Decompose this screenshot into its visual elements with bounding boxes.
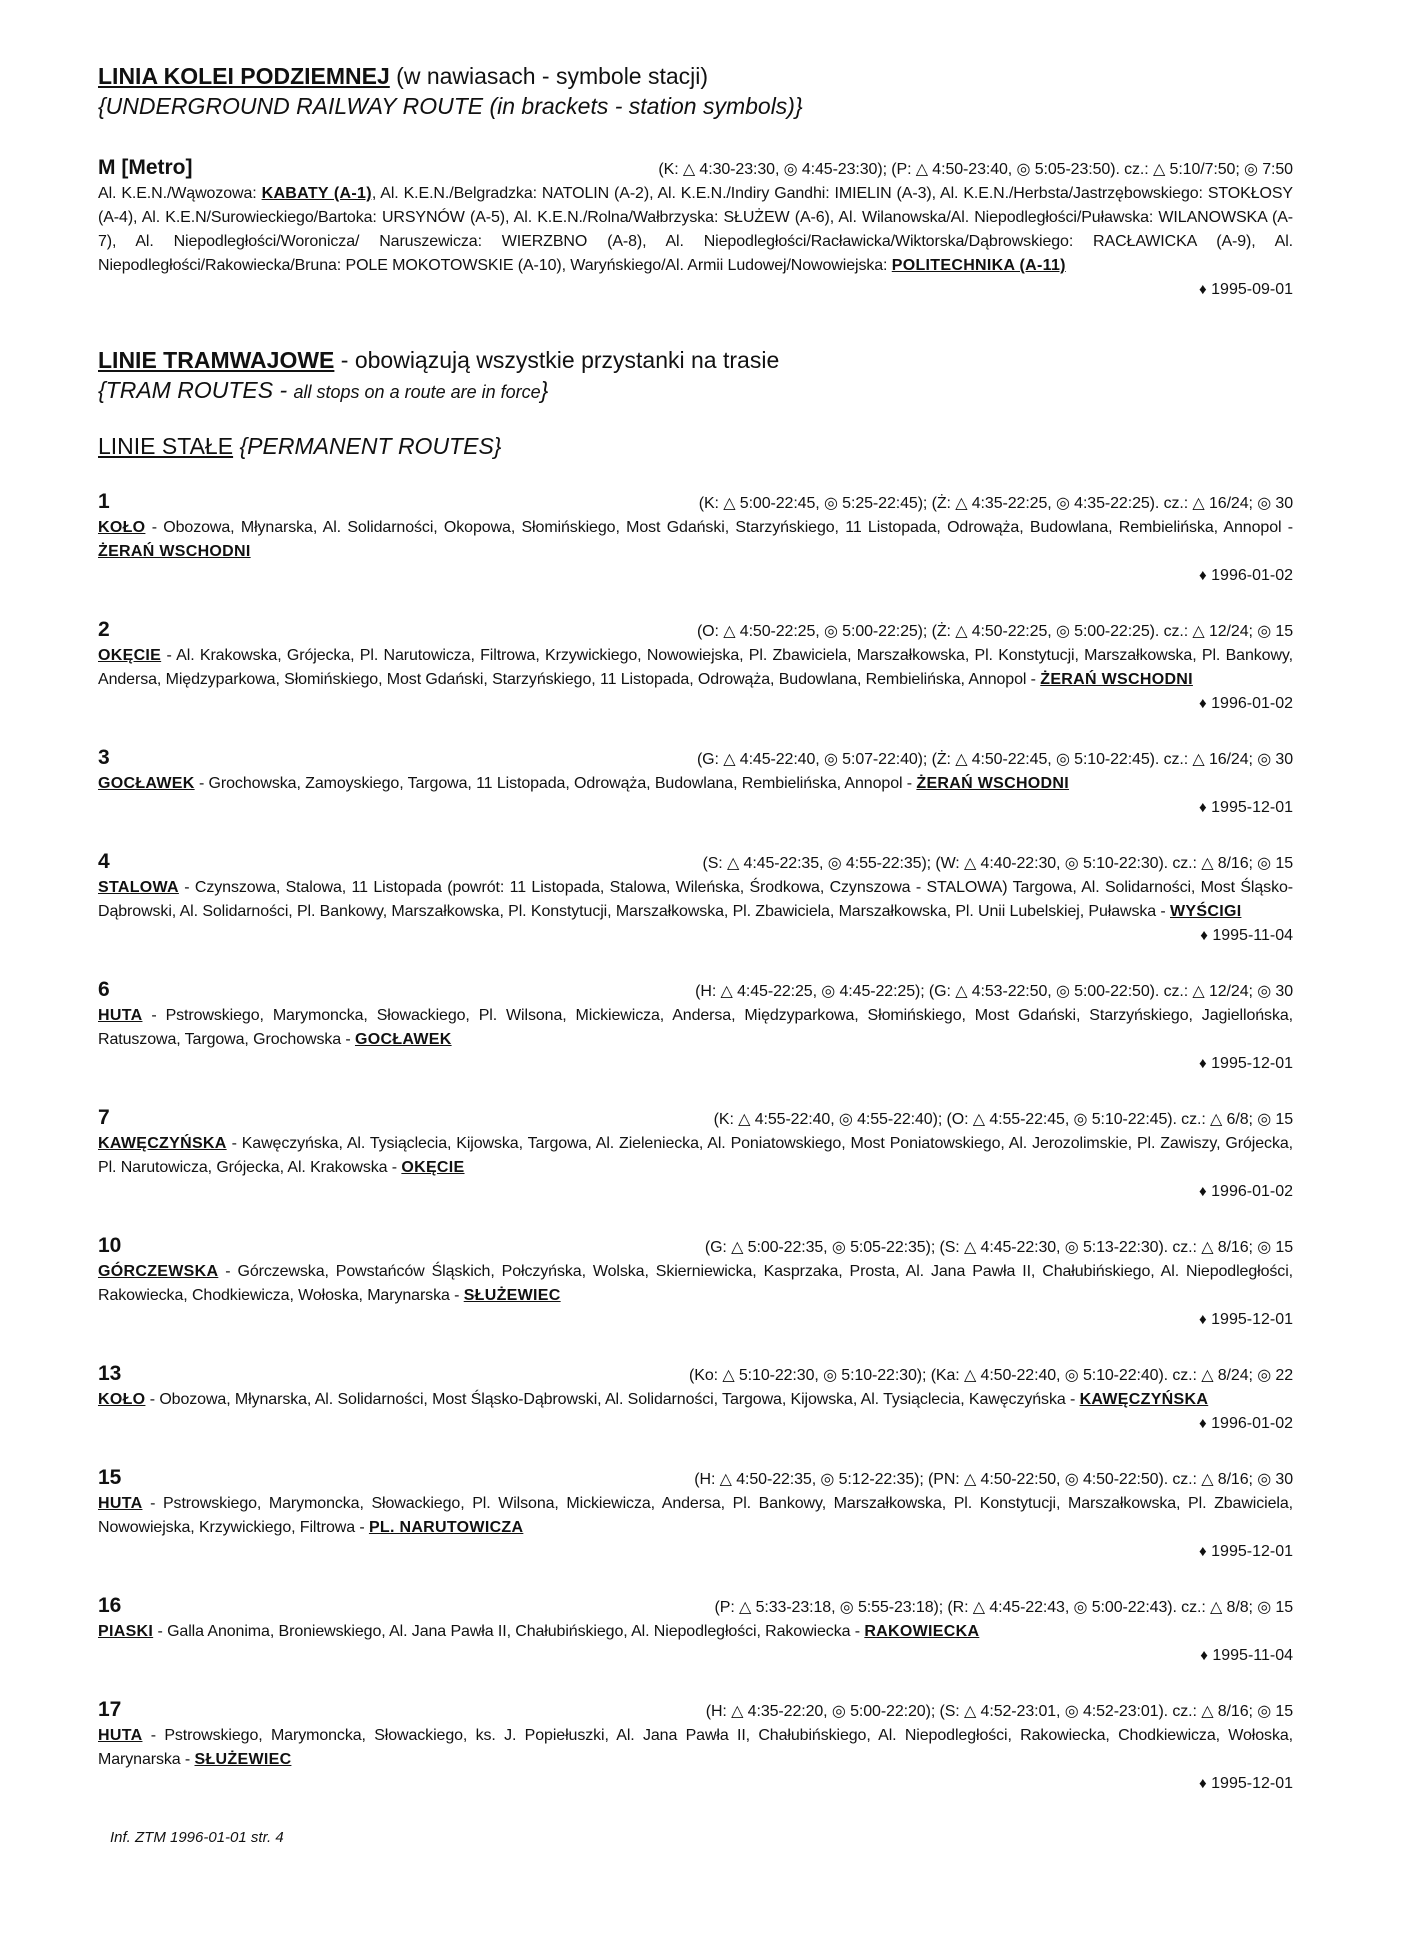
- diamond-icon: ♦: [1199, 1055, 1207, 1072]
- route-start-terminal: KOŁO: [98, 519, 146, 536]
- diamond-icon: ♦: [1199, 1415, 1207, 1432]
- route-stops: , Al. K.E.N./Belgradzka: NATOLIN (A-2), Al. K.E.N./Indiry Gandhi: IMIELIN (A-3), Al. K.E.N./Herbsta/Jastrzębowskiego: STOKŁOSY (A-4), Al. K.E.N/Surowieckiego/Bartoka: URSYNÓW (A-5), Al. K.E.N./Rolna/Wałbrzyska: SŁUŻEW (A-6), Al. Wilanowska/Al. Niepodległości/Puławska: WILANOWSKA (A-7), Al. Niepodległości/Woroniczа/ Naruszewicza: WIERZBNO (A-8), Al. Niepodległości/Racławicka/Wiktorska/Dąbrowskiego: RACŁAWICKA (A-9), Al. Niepodległości/Rakowiecka/Bruna: POLE MOKOTOWSKIE (A-10), Waryńskiego/Al. Armii Ludowej/Nowowiejska:: [98, 185, 1293, 274]
- route-date: [1199, 1412, 1293, 1436]
- route-number: 4: [98, 850, 110, 873]
- route-date: [1199, 564, 1293, 588]
- route-schedule: (H: △ 4:45-22:25, ◎ 4:45-22:25); (G: △ 4:53-22:50, ◎ 5:00-22:50). cz.: △ 12/24; ◎ 30: [695, 983, 1293, 1000]
- tram-route-entry: [98, 1698, 1293, 1796]
- route-number: 16: [98, 1594, 122, 1617]
- diamond-icon: ♦: [1199, 1311, 1207, 1328]
- page-footer: Inf. ZTM 1996-01-01 str. 4: [110, 1829, 284, 1846]
- route-start-terminal: HUTA: [98, 1727, 143, 1744]
- page: [98, 62, 1293, 1796]
- diamond-icon: ♦: [1199, 1775, 1207, 1792]
- route-date-value: 1996-01-02: [1211, 567, 1293, 584]
- route-stops: - Al. Krakowska, Grójecka, Pl. Narutowicza, Filtrowa, Krzywickiego, Nowowiejska, Pl. Zbawiciela, Marszałkowska, Pl. Konstytucji, Marszałkowska, Pl. Bankowy, Andersa, Międzyparkowa, Słomińskiego, Most Gdański, Starzyńskiego, 11 Listopada, Odrowąża, Budowlana, Rembielińska, Annopol -: [98, 647, 1293, 688]
- route-stops: - Pstrowskiego, Marymoncka, Słowackiego, Pl. Wilsona, Mickiewicza, Andersa, Międzyparkowa, Słomińskiego, Most Gdański, Starzyńskiego, Jagiellońska, Ratuszowa, Targowa, Grochowska -: [98, 1007, 1293, 1048]
- route-date: [1199, 1540, 1293, 1564]
- route-end-terminal: SŁUŻEWIEC: [194, 1751, 292, 1768]
- route-start-terminal: KABATY (A-1): [261, 185, 372, 202]
- route-start-terminal: HUTA: [98, 1495, 143, 1512]
- route-stops: - Pstrowskiego, Marymoncka, Słowackiego, ks. J. Popiełuszki, Al. Jana Pawła II, Chałubińskiego, Al. Niepodległości, Rakowiecka, Chodkiewicza, Wołoska, Marynarska -: [98, 1727, 1293, 1768]
- route-end-terminal: SŁUŻEWIEC: [463, 1287, 561, 1304]
- tram-title-rest: - obowiązują wszystkie przystanki na trasie: [334, 347, 780, 373]
- permanent-routes-label: LINIE STAŁE: [98, 433, 234, 459]
- metro-route-entry: [98, 156, 1293, 302]
- diamond-icon: ♦: [1199, 695, 1207, 712]
- diamond-icon: ♦: [1199, 1183, 1207, 1200]
- route-date: [1199, 278, 1293, 302]
- tram-subtitle-a: {TRAM ROUTES -: [98, 377, 294, 403]
- route-date-value: 1996-01-02: [1211, 1183, 1293, 1200]
- tram-section-title: [98, 346, 1293, 374]
- tram-route-entry: [98, 1106, 1293, 1204]
- route-end-terminal: RAKOWIECKA: [864, 1623, 980, 1640]
- route-end-terminal: POLITECHNIKA (A-11): [891, 257, 1066, 274]
- tram-subtitle-b: all stops on a route are in force: [293, 382, 541, 402]
- route-start-terminal: KAWĘCZYŃSKA: [98, 1135, 227, 1152]
- route-stops: - Obozowa, Młynarska, Al. Solidarności, Okopowa, Słomińskiego, Most Gdański, Starzyńskiego, 11 Listopada, Odrowąża, Budowlana, Rembielińska, Annopol -: [145, 519, 1293, 536]
- route-stops: - Czynszowa, Stalowa, 11 Listopada (powrót: 11 Listopada, Stalowa, Wileńska, Środkowa, Czynszowa - STALOWA) Targowa, Al. Solidarności, Most Śląsko-Dąbrowski, Al. Solidarności, Pl. Bankowy, Marszałkowska, Pl. Konstytucji, Marszałkowska, Pl. Zbawiciela, Marszałkowska, Pl. Unii Lubelskiej, Puławska -: [98, 879, 1293, 920]
- route-number: 7: [98, 1106, 110, 1129]
- route-number: 6: [98, 978, 110, 1001]
- route-date: [1200, 924, 1293, 948]
- route-stops: - Kawęczyńska, Al. Tysiąclecia, Kijowska, Targowa, Al. Zieleniecka, Al. Poniatowskiego, Most Poniatowskiego, Al. Jerozolimskie, Pl. Zawiszy, Grójecka, Pl. Narutowicza, Grójecka, Al. Krakowska -: [98, 1135, 1293, 1176]
- route-number: 3: [98, 746, 110, 769]
- route-date-value: 1996-01-02: [1211, 695, 1293, 712]
- route-date-value: 1996-01-02: [1211, 1415, 1293, 1432]
- route-stops: - Górczewska, Powstańców Śląskich, Połczyńska, Wolska, Skierniewicka, Kasprzaka, Prosta, Al. Jana Pawła II, Chałubińskiego, Al. Niepodległości, Rakowiecka, Chodkiewicza, Wołoska, Marynarska -: [98, 1263, 1293, 1304]
- route-description: [98, 1388, 1293, 1412]
- tram-route-entry: [98, 1362, 1293, 1436]
- route-start-terminal: STALOWA: [98, 879, 179, 896]
- route-description: [98, 1132, 1293, 1180]
- route-schedule: (H: △ 4:50-22:35, ◎ 5:12-22:35); (PN: △ 4:50-22:50, ◎ 4:50-22:50). cz.: △ 8/16; ◎ 30: [694, 1471, 1293, 1488]
- tram-route-entry: [98, 850, 1293, 948]
- tram-route-entry: [98, 746, 1293, 820]
- route-start-terminal: KOŁO: [98, 1391, 146, 1408]
- route-description: [98, 644, 1293, 692]
- route-description: [98, 1260, 1293, 1308]
- route-description: [98, 1620, 1293, 1644]
- route-schedule: (S: △ 4:45-22:35, ◎ 4:55-22:35); (W: △ 4:40-22:30, ◎ 5:10-22:30). cz.: △ 8/16; ◎ 15: [702, 855, 1293, 872]
- diamond-icon: ♦: [1199, 567, 1207, 584]
- route-number: 13: [98, 1362, 122, 1385]
- route-date-value: 1995-12-01: [1211, 1543, 1293, 1560]
- tram-route-entry: [98, 618, 1293, 716]
- tram-route-entry: [98, 1466, 1293, 1564]
- route-schedule: (Ko: △ 5:10-22:30, ◎ 5:10-22:30); (Ka: △ 4:50-22:40, ◎ 5:10-22:40). cz.: △ 8/24; ◎ 22: [689, 1367, 1293, 1384]
- route-date: [1199, 692, 1293, 716]
- route-date-value: 1995-11-04: [1212, 927, 1293, 944]
- tram-route-entry: [98, 1234, 1293, 1332]
- route-end-terminal: PL. NARUTOWICZA: [368, 1519, 524, 1536]
- route-stops: - Pstrowskiego, Marymoncka, Słowackiego, Pl. Wilsona, Mickiewicza, Andersa, Pl. Bankowy, Marszałkowska, Pl. Konstytucji, Marszałkowska, Pl. Zbawiciela, Nowowiejska, Krzywickiego, Filtrowa -: [98, 1495, 1293, 1536]
- route-stops: - Obozowa, Młynarska, Al. Solidarności, Most Śląsko-Dąbrowski, Al. Solidarności, Targowa, Kijowska, Al. Tysiąclecia, Kawęczyńska -: [145, 1391, 1080, 1408]
- route-start-terminal: OKĘCIE: [98, 647, 162, 664]
- tram-route-entry: [98, 978, 1293, 1076]
- route-description: [98, 516, 1293, 564]
- route-start-terminal: HUTA: [98, 1007, 143, 1024]
- route-date: [1199, 1308, 1293, 1332]
- tram-subtitle-c: }: [540, 377, 549, 403]
- route-number: 10: [98, 1234, 122, 1257]
- route-date-value: 1995-09-01: [1211, 281, 1293, 298]
- route-date-value: 1995-11-04: [1212, 1647, 1293, 1664]
- route-end-terminal: ŻERAŃ WSCHODNI: [916, 775, 1070, 792]
- route-date-value: 1995-12-01: [1211, 1055, 1293, 1072]
- tram-route-entry: [98, 490, 1293, 588]
- route-description: [98, 1724, 1293, 1772]
- metro-section-title: [98, 62, 1293, 90]
- route-prefix: Al. K.E.N./Wąwozowa:: [98, 185, 262, 202]
- route-number: 1: [98, 490, 110, 513]
- tram-section-subtitle: [98, 376, 1293, 406]
- route-stops: - Galla Anonima, Broniewskiego, Al. Jana Pawła II, Chałubińskiego, Al. Niepodległości, Rakowiecka -: [153, 1623, 865, 1640]
- route-number: 15: [98, 1466, 122, 1489]
- permanent-routes-heading: [98, 432, 1293, 460]
- metro-title-main: LINIA KOLEI PODZIEMNEJ: [98, 63, 390, 89]
- tram-routes-list: [98, 490, 1293, 1796]
- route-date-value: 1995-12-01: [1211, 1311, 1293, 1328]
- route-description: [98, 876, 1293, 924]
- route-end-terminal: KAWĘCZYŃSKA: [1079, 1391, 1209, 1408]
- route-start-terminal: GOCŁAWEK: [98, 775, 195, 792]
- route-start-terminal: GÓRCZEWSKA: [98, 1263, 219, 1280]
- route-schedule: (G: △ 5:00-22:35, ◎ 5:05-22:35); (S: △ 4:45-22:30, ◎ 5:13-22:30). cz.: △ 8/16; ◎ 15: [704, 1239, 1293, 1256]
- route-date-value: 1995-12-01: [1211, 799, 1293, 816]
- diamond-icon: ♦: [1200, 927, 1208, 944]
- route-end-terminal: OKĘCIE: [401, 1159, 465, 1176]
- route-schedule: (P: △ 5:33-23:18, ◎ 5:55-23:18); (R: △ 4:45-22:43, ◎ 5:00-22:43). cz.: △ 8/8; ◎ 15: [714, 1599, 1293, 1616]
- route-start-terminal: PIASKI: [98, 1623, 154, 1640]
- route-schedule: (K: △ 5:00-22:45, ◎ 5:25-22:45); (Ż: △ 4:35-22:25, ◎ 4:35-22:25). cz.: △ 16/24; ◎ 30: [698, 495, 1293, 512]
- route-date: [1199, 1772, 1293, 1796]
- route-description: [98, 182, 1293, 278]
- route-date-value: 1995-12-01: [1211, 1775, 1293, 1792]
- route-number: M [Metro]: [98, 156, 193, 179]
- route-schedule: (H: △ 4:35-22:20, ◎ 5:00-22:20); (S: △ 4:52-23:01, ◎ 4:52-23:01). cz.: △ 8/16; ◎ 15: [705, 1703, 1293, 1720]
- route-description: [98, 772, 1293, 796]
- metro-section-subtitle: {UNDERGROUND RAILWAY ROUTE (in brackets - station symbols)}: [98, 93, 803, 119]
- route-date: [1200, 1644, 1293, 1668]
- route-schedule: (K: △ 4:30-23:30, ◎ 4:45-23:30); (P: △ 4:50-23:40, ◎ 5:05-23:50). cz.: △ 5:10/7:50; ◎ 7:50: [658, 161, 1293, 178]
- metro-title-rest: (w nawiasach - symbole stacji): [389, 63, 709, 89]
- route-description: [98, 1492, 1293, 1540]
- route-end-terminal: ŻERAŃ WSCHODNI: [98, 543, 251, 560]
- diamond-icon: ♦: [1199, 1543, 1207, 1560]
- route-schedule: (K: △ 4:55-22:40, ◎ 4:55-22:40); (O: △ 4:55-22:45, ◎ 5:10-22:45). cz.: △ 6/8; ◎ 15: [713, 1111, 1293, 1128]
- route-stops: - Grochowska, Zamoyskiego, Targowa, 11 Listopada, Odrowąża, Budowlana, Rembielińska, Annopol -: [194, 775, 917, 792]
- tram-title-main: LINIE TRAMWAJOWE: [98, 347, 335, 373]
- route-description: [98, 1004, 1293, 1052]
- route-end-terminal: WYŚCIGI: [1170, 903, 1242, 920]
- route-number: 2: [98, 618, 110, 641]
- diamond-icon: ♦: [1199, 281, 1207, 298]
- route-number: 17: [98, 1698, 122, 1721]
- route-end-terminal: GOCŁAWEK: [354, 1031, 452, 1048]
- diamond-icon: ♦: [1200, 1647, 1208, 1664]
- tram-route-entry: [98, 1594, 1293, 1668]
- route-schedule: (G: △ 4:45-22:40, ◎ 5:07-22:40); (Ż: △ 4:50-22:45, ◎ 5:10-22:45). cz.: △ 16/24; ◎ 30: [696, 751, 1293, 768]
- permanent-routes-english: {PERMANENT ROUTES}: [239, 433, 502, 459]
- diamond-icon: ♦: [1199, 799, 1207, 816]
- route-date: [1199, 1052, 1293, 1076]
- route-date: [1199, 1180, 1293, 1204]
- route-date: [1199, 796, 1293, 820]
- route-end-terminal: ŻERAŃ WSCHODNI: [1040, 671, 1193, 688]
- route-schedule: (O: △ 4:50-22:25, ◎ 5:00-22:25); (Ż: △ 4:50-22:25, ◎ 5:00-22:25). cz.: △ 12/24; ◎ 15: [696, 623, 1293, 640]
